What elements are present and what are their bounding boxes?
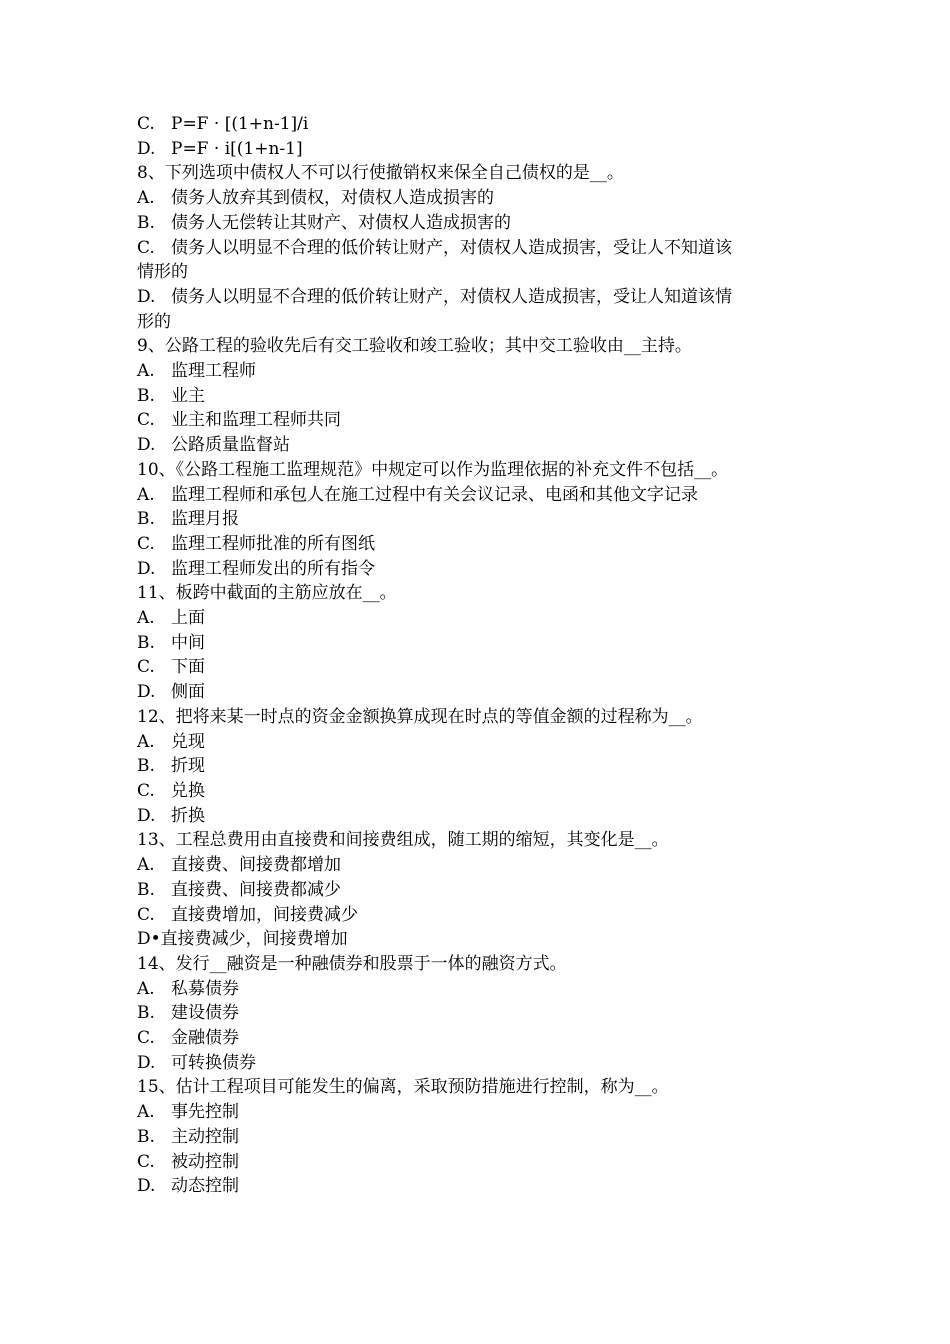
option-line xyxy=(137,1150,817,1175)
option-text: 兑换 xyxy=(171,780,205,801)
option-letter: C. xyxy=(137,237,155,258)
document-body xyxy=(137,112,817,1199)
option-letter: A. xyxy=(137,608,155,629)
option-text: P=F · [(1+n-1]/i xyxy=(171,114,309,134)
question-line: 13、工程总费用由直接费和间接费组成，随工期的缩短，其变化是__。 xyxy=(137,830,669,851)
option-line xyxy=(137,285,817,310)
option-line xyxy=(137,433,817,458)
option-text: 债务人以明显不合理的低价转让财产，对债权人造成损害，受让人不知道该 xyxy=(171,237,732,258)
option-line xyxy=(137,730,817,755)
option-line xyxy=(137,557,817,582)
option-line xyxy=(137,606,817,631)
option-letter: D. xyxy=(137,558,156,579)
question-line: 10、《公路工程施工监理规范》中规定可以作为监理依据的补充文件不包括__。 xyxy=(137,459,729,480)
option-text: 事先控制 xyxy=(171,1102,239,1123)
option-letter: A. xyxy=(137,484,155,505)
option-letter: C. xyxy=(137,1151,155,1172)
option-text: 私募债券 xyxy=(171,978,239,999)
option-text: 监理工程师 xyxy=(171,361,256,382)
option-letter: A. xyxy=(137,361,155,382)
option-letter: B. xyxy=(137,756,155,777)
question-line: 15、估计工程项目可能发生的偏离，采取预防措施进行控制，称为__。 xyxy=(137,1077,669,1098)
option-line xyxy=(137,1125,817,1150)
option-text: 监理工程师批准的所有图纸 xyxy=(171,533,375,554)
option-letter: A. xyxy=(137,855,155,876)
option-text: 监理工程师发出的所有指令 xyxy=(171,558,375,579)
option-line xyxy=(137,804,817,829)
option-line xyxy=(137,977,817,1002)
option-line xyxy=(137,532,817,557)
option-text: 中间 xyxy=(171,632,205,653)
option-text: 业主 xyxy=(171,385,205,406)
option-line xyxy=(137,1001,817,1026)
option-letter: D. xyxy=(137,682,156,703)
option-text: 债务人以明显不合理的低价转让财产，对债权人造成损害，受让人知道该情 xyxy=(171,286,732,307)
question-line: 14、发行__融资是一种融债券和股票于一体的融资方式。 xyxy=(137,953,567,974)
option-continuation: 情形的 xyxy=(137,262,188,283)
option-line xyxy=(137,112,817,137)
option-text: 侧面 xyxy=(171,682,205,703)
option-letter: C. xyxy=(137,904,155,925)
option-text: 上面 xyxy=(171,608,205,629)
option-letter: A. xyxy=(137,1102,155,1123)
option-line xyxy=(137,655,817,680)
option-line xyxy=(137,903,817,928)
option-line xyxy=(137,186,817,211)
option-letter: A. xyxy=(137,978,155,999)
option-continuation: 形的 xyxy=(137,311,171,332)
option-text: 业主和监理工程师共同 xyxy=(171,410,341,431)
option-letter: C. xyxy=(137,657,155,678)
option-line xyxy=(137,1100,817,1125)
option-text: 主动控制 xyxy=(171,1126,239,1147)
option-letter: B. xyxy=(137,509,155,530)
question-line: 8、下列选项中债权人不可以行使撤销权来保全自己债权的是__。 xyxy=(137,163,624,184)
option-text: 直接费增加，间接费减少 xyxy=(171,904,358,925)
option-text: 监理工程师和承包人在施工过程中有关会议记录、电函和其他文字记录 xyxy=(171,484,698,505)
option-letter: A. xyxy=(137,188,155,209)
question-line: D•直接费减少，间接费增加 xyxy=(137,929,348,950)
option-letter: D. xyxy=(137,138,156,159)
option-letter: C. xyxy=(137,1028,155,1049)
option-text: 监理月报 xyxy=(171,509,239,530)
option-letter: B. xyxy=(137,1003,155,1024)
option-text: 可转换债券 xyxy=(171,1052,256,1073)
option-line xyxy=(137,1174,817,1199)
option-letter: C. xyxy=(137,410,155,431)
option-text: P=F · i[(1+n-1] xyxy=(171,138,303,159)
option-text: 折现 xyxy=(171,756,205,777)
option-line xyxy=(137,779,817,804)
option-text: 被动控制 xyxy=(171,1151,239,1172)
option-line xyxy=(137,1051,817,1076)
question-line: 12、把将来某一时点的资金金额换算成现在时点的等值金额的过程称为__。 xyxy=(137,706,703,727)
option-text: 直接费、间接费都减少 xyxy=(171,879,341,900)
option-line xyxy=(137,483,817,508)
option-line xyxy=(137,680,817,705)
option-line xyxy=(137,878,817,903)
option-line xyxy=(137,359,817,384)
option-text: 折换 xyxy=(171,805,205,826)
option-line xyxy=(137,137,817,162)
option-line xyxy=(137,1026,817,1051)
option-line xyxy=(137,507,817,532)
option-letter: C. xyxy=(137,533,155,554)
option-letter: B. xyxy=(137,212,155,233)
option-text: 债务人放弃其到债权，对债权人造成损害的 xyxy=(171,188,494,209)
option-letter: D. xyxy=(137,805,156,826)
option-line xyxy=(137,408,817,433)
question-line: 11、板跨中截面的主筋应放在__。 xyxy=(137,583,397,604)
option-letter: D. xyxy=(137,435,156,456)
option-letter: B. xyxy=(137,632,155,653)
option-letter: C. xyxy=(137,114,155,134)
option-text: 兑现 xyxy=(171,731,205,752)
option-letter: B. xyxy=(137,1126,155,1147)
option-line xyxy=(137,236,817,261)
option-text: 公路质量监督站 xyxy=(171,435,290,456)
option-line xyxy=(137,384,817,409)
option-line xyxy=(137,853,817,878)
option-text: 直接费、间接费都增加 xyxy=(171,855,341,876)
option-letter: D. xyxy=(137,1052,156,1073)
option-letter: D. xyxy=(137,1176,156,1197)
option-text: 金融债券 xyxy=(171,1028,239,1049)
option-line xyxy=(137,211,817,236)
option-letter: A. xyxy=(137,731,155,752)
option-text: 债务人无偿转让其财产、对债权人造成损害的 xyxy=(171,212,511,233)
option-line xyxy=(137,754,817,779)
option-text: 动态控制 xyxy=(171,1176,239,1197)
option-letter: B. xyxy=(137,385,155,406)
option-text: 下面 xyxy=(171,657,205,678)
option-letter: C. xyxy=(137,780,155,801)
option-letter: B. xyxy=(137,879,155,900)
option-letter: D. xyxy=(137,286,156,307)
option-text: 建设债券 xyxy=(171,1003,239,1024)
option-line xyxy=(137,631,817,656)
question-line: 9、公路工程的验收先后有交工验收和竣工验收；其中交工验收由__主持。 xyxy=(137,336,692,357)
